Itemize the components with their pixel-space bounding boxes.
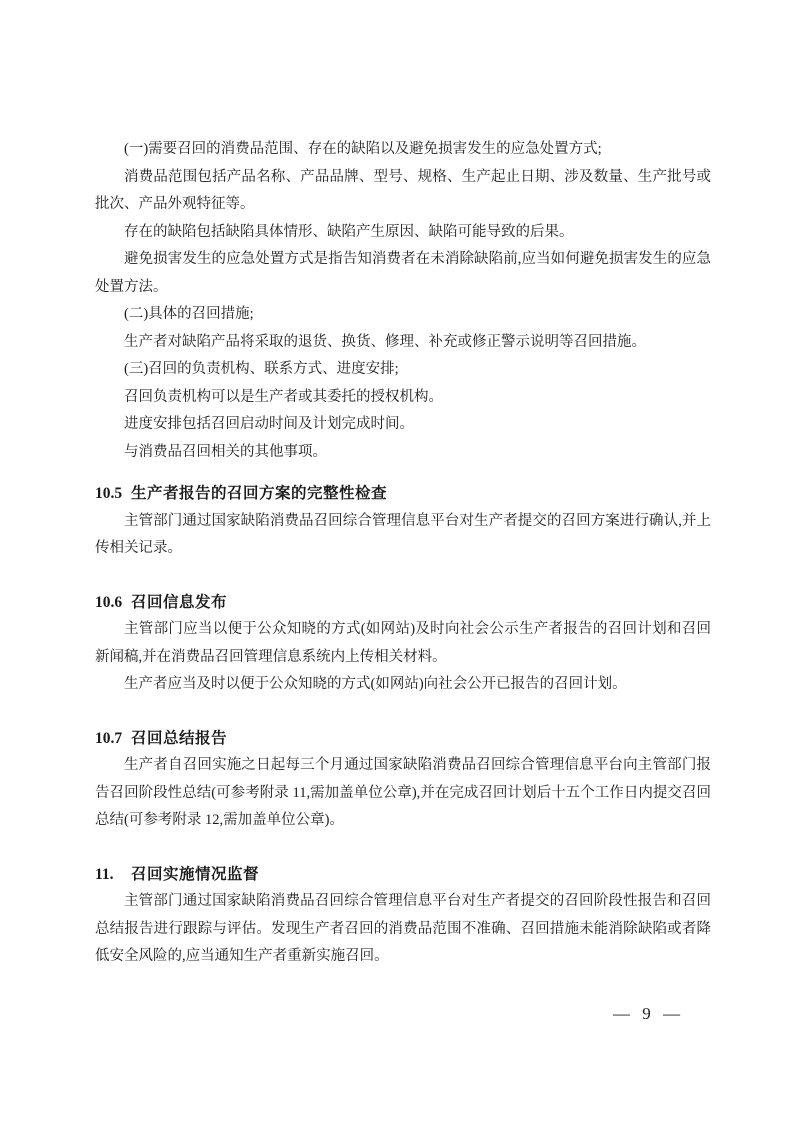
section-heading-10-7	[95, 725, 711, 753]
section-number: 11.	[95, 865, 114, 883]
section-paragraph: 生产者自召回实施之日起每三个月通过国家缺陷消费品召回综合管理信息平台向主管部门报告召回阶段性总结(可参考附录 11,需加盖单位公章),并在完成召回计划后十五个工作日内提交召回总结(可参考附录 12,需加盖单位公章)。	[95, 757, 711, 828]
section-paragraph: 生产者应当及时以便于公众知晓的方式(如网站)向社会公开已报告的召回计划。	[124, 676, 627, 692]
section-heading-11	[95, 861, 711, 889]
section-title: 召回实施情况监督	[131, 865, 260, 883]
section-title: 召回总结报告	[131, 729, 228, 747]
section-11	[95, 861, 711, 971]
intro-paragraph-2: 消费品范围包括产品名称、产品品牌、型号、规格、生产起止日期、涉及数量、生产批号或批次、产品外观特征等。	[95, 168, 711, 212]
section-heading-10-5	[95, 480, 711, 508]
intro-paragraph-8: 召回负责机构可以是生产者或其委托的授权机构。	[124, 388, 443, 405]
section-title: 生产者报告的召回方案的完整性检查	[131, 485, 388, 502]
document-body	[95, 136, 711, 971]
intro-paragraph-4: 避免损害发生的应急处置方式是指告知消费者在未消除缺陷前,应当如何避免损害发生的应急处置方法。	[95, 251, 711, 295]
intro-paragraph-1: (一)需要召回的消费品范围、存在的缺陷以及避免损害发生的应急处置方式;	[124, 141, 602, 157]
section-number: 10.6	[95, 593, 123, 611]
section-paragraph: 主管部门通过国家缺陷消费品召回综合管理信息平台对生产者提交的召回方案进行确认,并上传相关记录。	[95, 512, 711, 556]
intro-paragraph-7: (三)召回的负责机构、联系方式、进度安排;	[124, 361, 399, 377]
intro-paragraph-6: 生产者对缺陷产品将采取的退货、换货、修理、补充或修正警示说明等召回措施。	[124, 333, 646, 350]
section-10-5	[95, 480, 711, 563]
section-heading-10-6	[95, 589, 711, 617]
intro-paragraph-10: 与消费品召回相关的其他事项。	[124, 443, 327, 460]
intro-paragraph-5: (二)具体的召回措施;	[124, 306, 254, 322]
section-10-6	[95, 589, 711, 699]
section-number: 10.7	[95, 729, 123, 747]
section-10-7	[95, 725, 711, 835]
page-number: — 9 —	[613, 1004, 680, 1023]
section-paragraph: 主管部门通过国家缺陷消费品召回综合管理信息平台对生产者提交的召回阶段性报告和召回总结报告进行跟踪与评估。发现生产者召回的消费品范围不准确、召回措施未能消除缺陷或者降低安全风险的,应当通知生产者重新实施召回。	[95, 893, 711, 964]
intro-paragraph-3: 存在的缺陷包括缺陷具体情形、缺陷产生原因、缺陷可能导致的后果。	[124, 223, 574, 240]
intro-paragraph-9: 进度安排包括召回启动时间及计划完成时间。	[124, 416, 414, 432]
section-title: 召回信息发布	[131, 593, 228, 611]
section-number: 10.5	[95, 485, 123, 502]
section-paragraph: 主管部门应当以便于公众知晓的方式(如网站)及时向社会公示生产者报告的召回计划和召回新闻稿,并在消费品召回管理信息系统内上传相关材料。	[95, 621, 711, 665]
